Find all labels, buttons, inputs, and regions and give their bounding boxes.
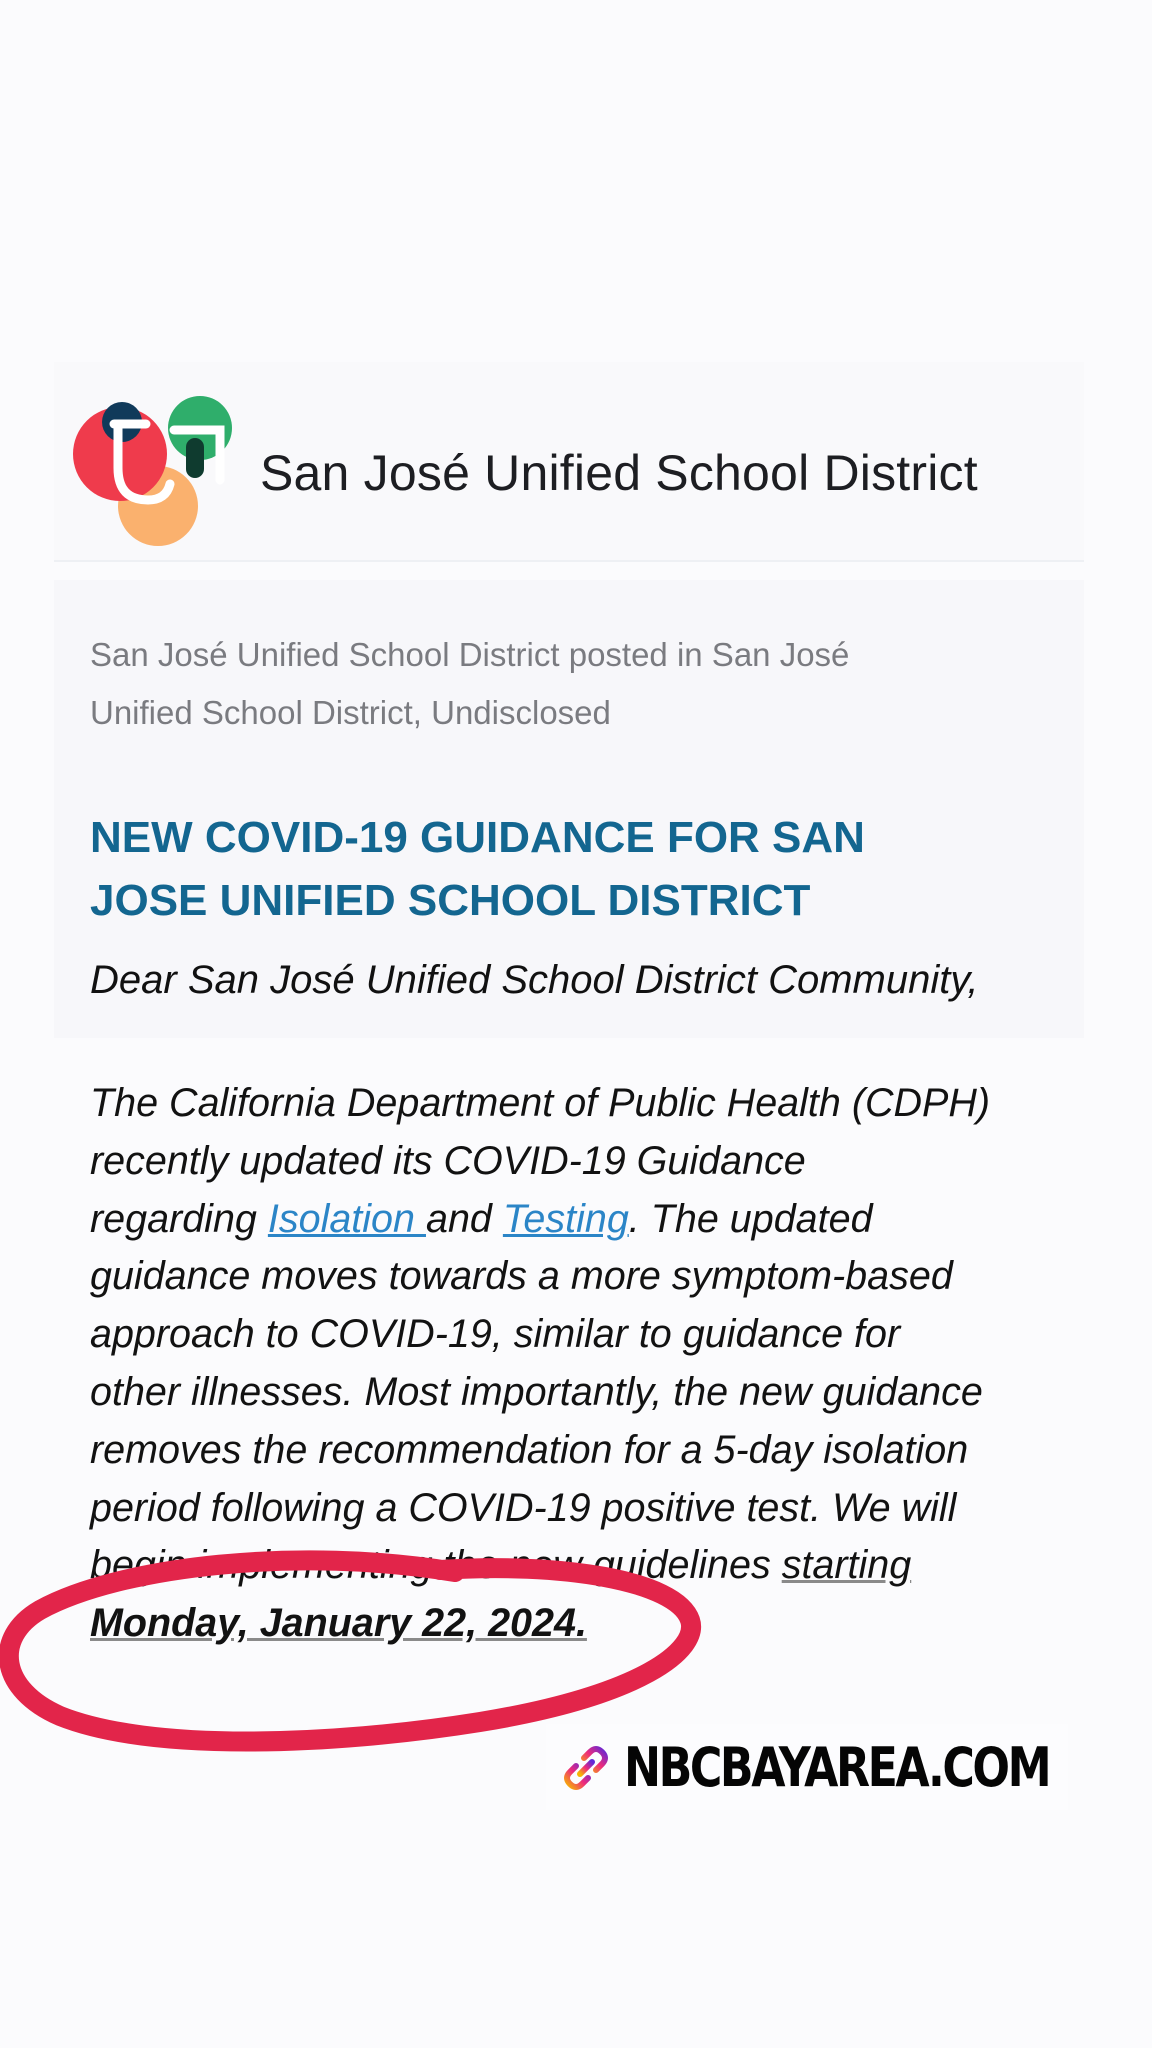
body-line-links	[90, 1191, 1080, 1249]
body-text-fragment: regarding	[90, 1196, 268, 1241]
start-date: Monday, January 22, 2024.	[90, 1601, 587, 1646]
body-line: removes the recommendation for a 5-day isolation	[90, 1427, 969, 1472]
body-text-fragment: begin implementing the new guidelines	[90, 1543, 782, 1588]
isolation-link[interactable]: Isolation	[267, 1196, 426, 1241]
body-text-fragment: . The updated	[628, 1196, 873, 1241]
body-line: recently updated its COVID-19 Guidance	[90, 1138, 806, 1183]
posted-in-line	[90, 626, 990, 742]
testing-link[interactable]: Testing	[502, 1196, 629, 1241]
source-watermark	[546, 1724, 1068, 1810]
body-text-fragment: and	[425, 1196, 503, 1241]
post-headline	[90, 806, 1040, 932]
posted-in-text-1: San José Unified School District posted in San José	[90, 636, 850, 673]
starting-word: starting	[781, 1543, 912, 1588]
body-line: guidance moves towards a more symptom-based	[90, 1254, 953, 1299]
body-line: approach to COVID-19, similar to guidance for	[90, 1312, 901, 1357]
post-header	[54, 362, 1084, 562]
body-line: period following a COVID-19 positive test. We will	[90, 1485, 957, 1530]
org-name[interactable]: San José Unified School District	[260, 445, 978, 501]
greeting: Dear San José Unified School District Community,	[90, 958, 979, 1002]
body-line: The California Department of Public Health (CDPH)	[90, 1081, 991, 1125]
body-line: other illnesses. Most importantly, the new guidance	[90, 1369, 983, 1414]
headline-line-1: NEW COVID-19 GUIDANCE FOR SAN	[90, 813, 865, 862]
link-icon	[560, 1744, 612, 1792]
district-logo-icon	[70, 388, 250, 558]
watermark-text: NBCBAYAREA.COM	[624, 1736, 1050, 1799]
headline-line-2: JOSE UNIFIED SCHOOL DISTRICT	[90, 876, 811, 925]
posted-in-text-2: Unified School District, Undisclosed	[90, 694, 611, 731]
